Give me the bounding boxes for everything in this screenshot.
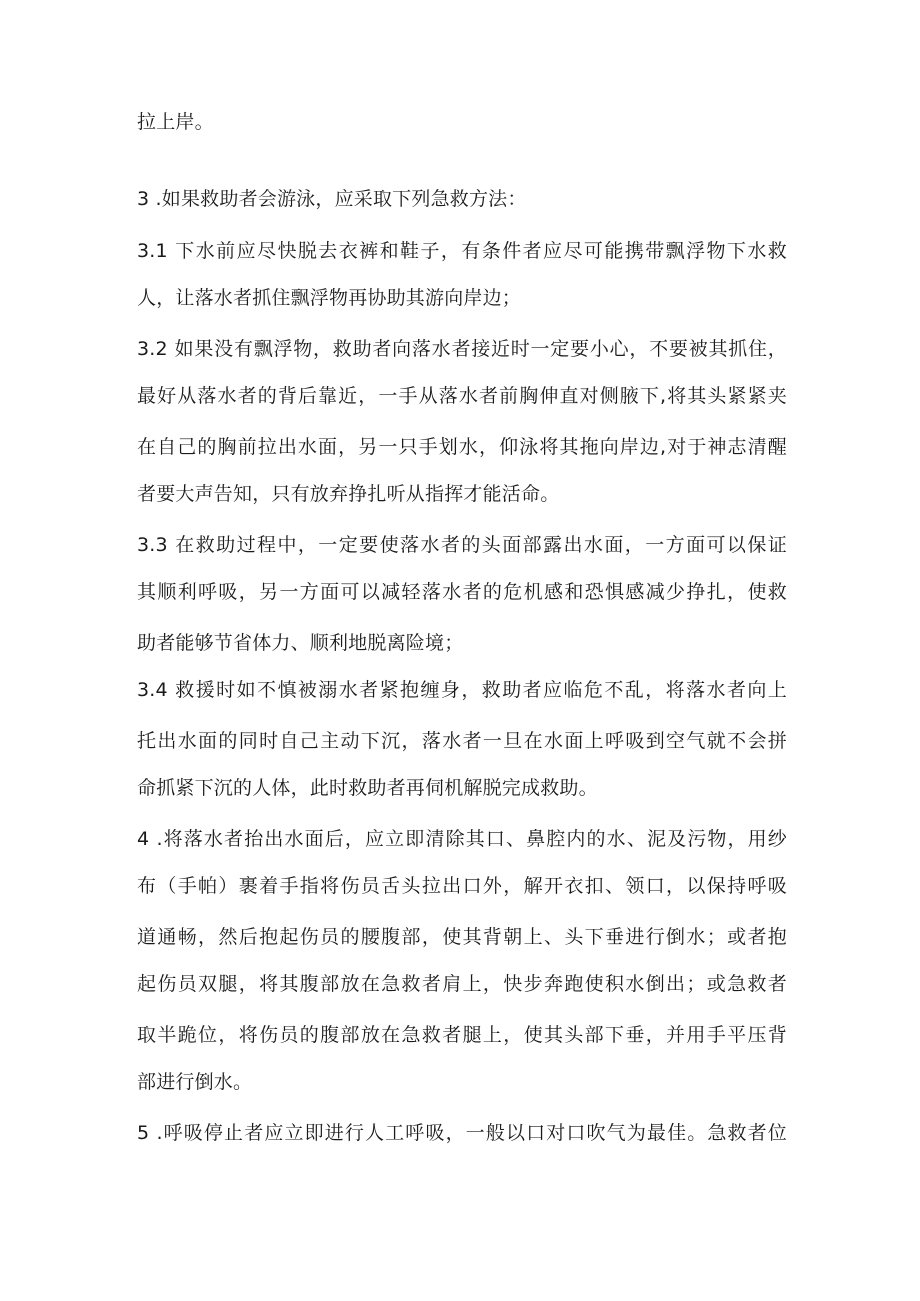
- text-line: 道通畅，然后抱起伤员的腰腹部，使其背朝上、头下垂进行倒水；或者抱: [137, 926, 787, 948]
- text-line: 布（手帕）裹着手指将伤员舌头拉出口外，解开衣扣、领口，以保持呼吸: [137, 875, 787, 897]
- text-line: 5 .呼吸停止者应立即进行人工呼吸，一般以口对口吹气为最佳。急救者位: [137, 1122, 787, 1144]
- text-line: 助者能够节省体力、顺利地脱离险境；: [137, 632, 464, 654]
- text-line: 3.3 在救助过程中，一定要使落水者的头面部露出水面，一方面可以保证: [137, 534, 787, 556]
- text-line: 者要大声告知，只有放弃挣扎听从指挥才能活命。: [137, 483, 560, 505]
- text-line: 其顺利呼吸，另一方面可以减轻落水者的危机感和恐惧感减少挣扎，使救: [137, 581, 787, 603]
- text-line: 人，让落水者抓住飘浮物再协助其游向岸边；: [137, 287, 522, 309]
- text-line: 部进行倒水。: [137, 1071, 253, 1093]
- text-line: 起伤员双腿，将其腹部放在急救者肩上，快步奔跑使积水倒出；或急救者: [137, 973, 787, 995]
- text-line: 最好从落水者的背后靠近，一手从落水者前胸伸直对侧腋下,将其头紧紧夹: [137, 385, 787, 407]
- text-line: 3.4 救援时如不慎被溺水者紧抱缠身，救助者应临危不乱，将落水者向上: [137, 679, 787, 701]
- text-line: 取半跪位，将伤员的腹部放在急救者腿上，使其头部下垂，并用手平压背: [137, 1024, 787, 1046]
- text-line: 3.1 下水前应尽快脱去衣裤和鞋子，有条件者应尽可能携带飘浮物下水救: [137, 240, 787, 262]
- text-line: 在自己的胸前拉出水面，另一只手划水，仰泳将其拖向岸边,对于神志清醒: [137, 436, 787, 458]
- text-line: 命抓紧下沉的人体，此时救助者再伺机解脱完成救助。: [137, 777, 598, 799]
- text-line: 拉上岸。: [137, 111, 214, 133]
- section-heading: 3 .如果救助者会游泳，应采取下列急救方法：: [137, 188, 527, 210]
- text-line: 托出水面的同时自己主动下沉，落水者一旦在水面上呼吸到空气就不会拼: [137, 730, 787, 752]
- text-line: 3.2 如果没有飘浮物，救助者向落水者接近时一定要小心，不要被其抓住，: [137, 338, 787, 360]
- text-line: 4 .将落水者抬出水面后，应立即清除其口、鼻腔内的水、泥及污物，用纱: [137, 828, 787, 850]
